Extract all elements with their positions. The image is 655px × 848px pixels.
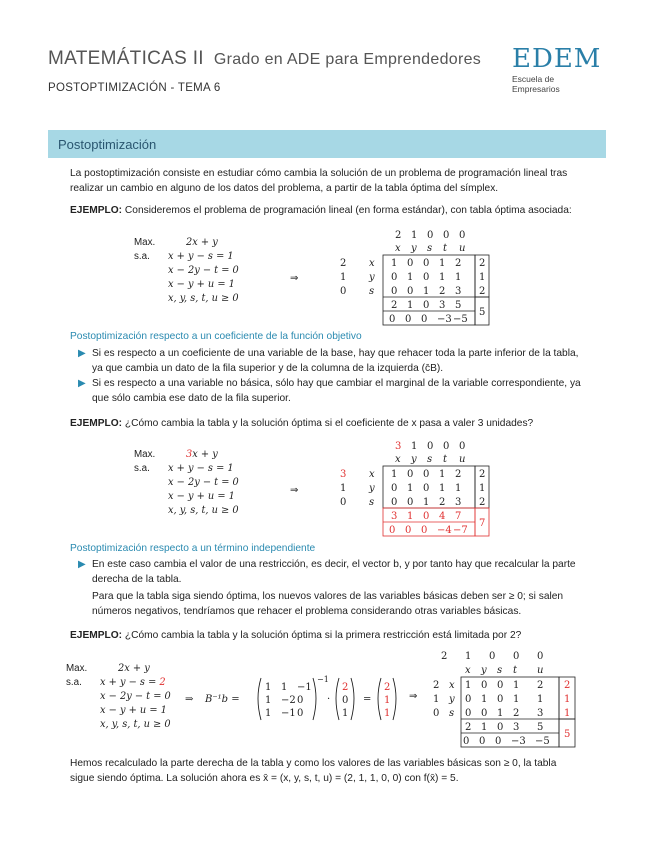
basis-var: s <box>369 286 375 297</box>
st-label: s.a. <box>134 463 150 474</box>
lp-problem-3 <box>66 662 171 732</box>
table-cell: 3 <box>537 708 544 719</box>
matrix-entry: 1 <box>265 695 272 706</box>
cost-cell: 0 <box>537 651 544 662</box>
cost-cell: 0 <box>489 651 496 662</box>
marginal-cell: 0 <box>479 736 486 747</box>
table-cell: 2 <box>439 286 446 297</box>
basis-cost: 2 <box>340 258 347 269</box>
cost-cell: 0 <box>443 230 450 241</box>
var-label: u <box>537 665 544 676</box>
marginal-cell: −3 <box>437 314 452 325</box>
basis-var: y <box>369 483 375 494</box>
table-cell: 2 <box>439 497 446 508</box>
cost-cell: 3 <box>395 441 402 452</box>
conclusion-paragraph <box>70 756 590 786</box>
rhs-cell: 2 <box>564 680 571 691</box>
marginal-cell: 0 <box>405 525 412 536</box>
marginal-cell: 0 <box>389 314 396 325</box>
table-cell: 1 <box>513 680 520 691</box>
table-cell: 1 <box>481 694 488 705</box>
constraint: x − y + u = 1 <box>168 491 235 502</box>
marginal-cell: 0 <box>405 314 412 325</box>
objective-value: 7 <box>479 518 486 529</box>
topic-subtitle: POSTOPTIMIZACIÓN - TEMA 6 <box>48 82 221 94</box>
max-label: Max. <box>134 237 156 248</box>
rhs-cell: 2 <box>479 497 486 508</box>
example3-line <box>70 628 590 643</box>
var-label: y <box>411 454 417 465</box>
bullet-triangle-icon: ▶ <box>78 378 86 389</box>
table-cell: 0 <box>407 497 414 508</box>
table-cell: 1 <box>391 469 398 480</box>
example3-question: ¿Cómo cambia la tabla y la solución óptima si la primera restricción está limitada por 2? <box>124 630 522 641</box>
z-row-cell: 3 <box>391 511 398 522</box>
var-label: u <box>459 243 466 254</box>
basis-cost: 1 <box>340 483 347 494</box>
table-cell: 1 <box>497 708 504 719</box>
bullet-item <box>78 346 583 376</box>
z-row-cell: 0 <box>423 300 430 311</box>
var-label: t <box>443 243 448 254</box>
constraint: x, y, s, t, u ≥ 0 <box>168 293 239 304</box>
bullet-triangle-icon: ▶ <box>78 559 86 570</box>
constraint: x − 2y − t = 0 <box>168 477 239 488</box>
table-cell: 1 <box>465 680 472 691</box>
constraint-changed: x + y − s = 2 <box>100 677 166 688</box>
max-label: Max. <box>134 449 156 460</box>
equals-sign: = <box>363 694 372 705</box>
table-cell: 1 <box>439 272 446 283</box>
subhead-objective-coefficient: Postoptimización respecto a un coeficiente de la función objetivo <box>70 331 362 342</box>
marginal-cell: 0 <box>421 314 428 325</box>
rhs-cell: 2 <box>479 469 486 480</box>
example2-question: ¿Cómo cambia la tabla y la solución óptima si el coeficiente de x pasa a valer 3 unidades? <box>124 418 534 429</box>
rhs-cell: 1 <box>479 272 486 283</box>
bullet-text: En este caso cambia el valor de una restricción, es decir, el vector b, y por tanto hay que recalcular la parte derecha de la tabla. <box>92 559 576 585</box>
objective-value: 5 <box>479 307 486 318</box>
max-label: Max. <box>66 663 88 674</box>
st-label: s.a. <box>134 251 150 262</box>
marginal-cell: −4 <box>437 525 452 536</box>
table-cell: 0 <box>481 680 488 691</box>
cost-cell: 0 <box>443 441 450 452</box>
implies-arrow: ⇒ <box>290 273 299 284</box>
bullet-item <box>78 557 583 587</box>
basis-cost: 0 <box>433 708 440 719</box>
marginal-cell: 0 <box>463 736 470 747</box>
var-label: x <box>465 665 471 676</box>
var-label: t <box>443 454 448 465</box>
z-row-cell: 2 <box>391 300 398 311</box>
objective-3: 2x + y <box>118 663 150 674</box>
inverse-exponent: −1 <box>317 675 329 684</box>
var-label: y <box>481 665 487 676</box>
ejemplo-label: EJEMPLO: <box>70 630 123 641</box>
subject-title: MATEMÁTICAS II <box>48 48 204 69</box>
conclusion-line: Hemos recalculado la parte derecha de la tabla y como los valores de las variables básicas son ≥ 0, la tabla <box>70 758 557 769</box>
changed-rhs: 2 <box>159 677 166 688</box>
table-cell: 0 <box>423 483 430 494</box>
cost-cell: 0 <box>459 230 466 241</box>
bullet-continuation: Para que la tabla siga siendo óptima, los nuevos valores de las variables básicas deben ser ≥ 0; si salen números negativos, tendríamos que rehacer el problema considerando otras variables básicas. <box>92 591 564 617</box>
basis-var: x <box>449 680 455 691</box>
result-entry: 1 <box>384 695 391 706</box>
z-row-cell: 7 <box>455 511 462 522</box>
constraint: x − y + u = 1 <box>100 705 167 716</box>
var-label: x <box>395 454 401 465</box>
document-title <box>48 48 481 70</box>
conclusion-line: sigue siendo óptima. La solución ahora es x̄ = (x, y, s, t, u) = (2, 1, 1, 0, 0) con f(x̄) = 5. <box>70 773 459 784</box>
var-label: s <box>427 243 433 254</box>
basis-cost: 1 <box>340 272 347 283</box>
objective-rest: x + y <box>192 449 218 460</box>
basis-var: s <box>449 708 455 719</box>
matrix-entry: −1 <box>297 682 312 693</box>
rhs-cell: 2 <box>479 258 486 269</box>
example1-line <box>70 203 590 218</box>
z-row-cell: 5 <box>455 300 462 311</box>
cost-cell: 0 <box>427 441 434 452</box>
matrix-entry: 0 <box>297 695 304 706</box>
rhs-cell: 2 <box>479 286 486 297</box>
z-row-cell: 2 <box>465 722 472 733</box>
b-vector-entry: 1 <box>342 708 349 719</box>
z-row-cell: 1 <box>407 300 414 311</box>
matrix-entry: 1 <box>265 708 272 719</box>
marginal-cell: 0 <box>421 525 428 536</box>
matrix-entry: −1 <box>281 708 296 719</box>
table-cell: 0 <box>391 272 398 283</box>
constraint: x − 2y − t = 0 <box>100 691 171 702</box>
table-cell: 1 <box>407 272 414 283</box>
marginal-cell: 0 <box>495 736 502 747</box>
z-row-cell: 5 <box>537 722 544 733</box>
b-vector-entry: 0 <box>342 695 349 706</box>
lp-problem-2 <box>134 448 239 518</box>
table-cell: 0 <box>407 258 414 269</box>
implies-arrow: ⇒ <box>409 691 418 702</box>
bullet-list-2 <box>78 557 583 619</box>
changed-coefficient: 3 <box>186 449 193 460</box>
basis-cost: 3 <box>340 469 347 480</box>
cost-cell: 0 <box>427 230 434 241</box>
example1-text: Consideremos el problema de programación lineal (en forma estándar), con tabla óptima asociada: <box>124 205 572 216</box>
table-cell: 1 <box>455 483 462 494</box>
table-cell: 1 <box>423 497 430 508</box>
basis-var: x <box>369 258 375 269</box>
matrix-entry: −2 <box>281 695 296 706</box>
implies-arrow: ⇒ <box>290 485 299 496</box>
table-cell: 0 <box>407 469 414 480</box>
marginal-cell: −5 <box>535 736 550 747</box>
ejemplo-label: EJEMPLO: <box>70 205 123 216</box>
matrix-entry: 1 <box>281 682 288 693</box>
bullet-text: Si es respecto a una variable no básica, sólo hay que cambiar el marginal de la variable correspondiente, ya que sólo cambia ese dato de la fila superior. <box>92 378 581 404</box>
matrix-entry: 1 <box>265 682 272 693</box>
table-cell: 2 <box>455 258 462 269</box>
table-cell: 1 <box>391 258 398 269</box>
z-row-cell: 0 <box>423 511 430 522</box>
simplex-table-3 <box>427 648 592 753</box>
objective-2 <box>186 449 218 460</box>
constraint: x, y, s, t, u ≥ 0 <box>168 505 239 516</box>
b-vector-entry: 2 <box>342 682 349 693</box>
simplex-table-3-svg <box>427 648 592 748</box>
bullet-list-1 <box>78 346 583 406</box>
bullet-text: Si es respecto a un coeficiente de una variable de la base, hay que rehacer toda la parte inferior de la tabla, ya que cambia un dato de la fila superior y de la columna de la izquierda (c̄B). <box>92 348 579 374</box>
course-name: Grado en ADE para Emprendedores <box>213 51 482 68</box>
basis-var: y <box>369 272 375 283</box>
objective-1: 2x + y <box>186 237 218 248</box>
table-cell: 0 <box>423 258 430 269</box>
cost-cell: 2 <box>441 651 448 662</box>
table-cell: 0 <box>481 708 488 719</box>
intro-paragraph: La postoptimización consiste en estudiar cómo cambia la solución de un problema de programación lineal tras realizar un cambio en alguno de los datos del problema, a partir de la tabla óptima del símplex. <box>70 168 568 194</box>
basis-var: y <box>449 694 455 705</box>
objective-value: 5 <box>564 729 571 740</box>
table-cell: 0 <box>465 694 472 705</box>
subhead-independent-term: Postoptimización respecto a un término independiente <box>70 543 316 554</box>
table-cell: 0 <box>407 286 414 297</box>
section-bar <box>48 130 606 158</box>
marginal-cell: −7 <box>453 525 468 536</box>
table-cell: 0 <box>423 272 430 283</box>
rhs-cell: 1 <box>564 708 571 719</box>
simplex-table-2-svg <box>335 438 495 538</box>
cost-cell: 0 <box>513 651 520 662</box>
z-row-cell: 0 <box>497 722 504 733</box>
logo-tagline: Escuela de Empresarios <box>512 74 560 94</box>
result-entry: 1 <box>384 708 391 719</box>
var-label: u <box>459 454 466 465</box>
constraint: x − y + u = 1 <box>168 279 235 290</box>
constraint: x − 2y − t = 0 <box>168 265 239 276</box>
table-cell: 0 <box>497 680 504 691</box>
binv-computation-svg <box>185 672 418 726</box>
var-label: x <box>395 243 401 254</box>
table-cell: 3 <box>455 497 462 508</box>
simplex-table-1-svg <box>335 227 495 327</box>
cost-cell: 0 <box>459 441 466 452</box>
marginal-cell: −5 <box>453 314 468 325</box>
z-row-cell: 3 <box>513 722 520 733</box>
implies-arrow: ⇒ <box>185 694 194 705</box>
basis-var: s <box>369 497 375 508</box>
basis-cost: 2 <box>433 680 440 691</box>
var-label: t <box>513 665 518 676</box>
marginal-cell: −3 <box>511 736 526 747</box>
binv-computation <box>185 672 418 731</box>
section-title: Postoptimización <box>58 137 157 152</box>
example2-line <box>70 416 590 431</box>
basis-cost: 0 <box>340 497 347 508</box>
table-cell: 2 <box>455 469 462 480</box>
edem-logo <box>512 46 604 94</box>
table-cell: 0 <box>391 286 398 297</box>
table-cell: 2 <box>537 680 544 691</box>
marginal-cell: 0 <box>389 525 396 536</box>
binv-label: B⁻¹b = <box>205 694 240 705</box>
z-row-cell: 1 <box>407 511 414 522</box>
rhs-cell: 1 <box>479 483 486 494</box>
z-row-cell: 4 <box>439 511 446 522</box>
constraint: x + y − s = 1 <box>168 463 234 474</box>
cost-cell: 1 <box>465 651 472 662</box>
table-cell: 2 <box>513 708 520 719</box>
var-label: s <box>497 665 503 676</box>
table-cell: 0 <box>391 483 398 494</box>
st-label: s.a. <box>66 677 82 688</box>
table-cell: 1 <box>407 483 414 494</box>
table-cell: 3 <box>455 286 462 297</box>
matrix-entry: 0 <box>297 708 304 719</box>
cost-cell: 1 <box>411 230 418 241</box>
z-row-cell: 1 <box>481 722 488 733</box>
bullet-triangle-icon: ▶ <box>78 348 86 359</box>
ejemplo-label: EJEMPLO: <box>70 418 123 429</box>
var-label: y <box>411 243 417 254</box>
table-cell: 0 <box>497 694 504 705</box>
rhs-cell: 1 <box>564 694 571 705</box>
cost-cell: 2 <box>395 230 402 241</box>
basis-cost: 1 <box>433 694 440 705</box>
logo-word: EDEM <box>512 44 602 74</box>
table-cell: 1 <box>439 483 446 494</box>
table-cell: 0 <box>391 497 398 508</box>
table-cell: 1 <box>439 258 446 269</box>
table-cell: 0 <box>423 469 430 480</box>
basis-var: x <box>369 469 375 480</box>
table-cell: 1 <box>423 286 430 297</box>
bullet-item <box>78 376 583 406</box>
basis-cost: 0 <box>340 286 347 297</box>
result-entry: 2 <box>384 682 391 693</box>
dot-operator: · <box>327 694 331 705</box>
table-cell: 1 <box>439 469 446 480</box>
table-cell: 0 <box>465 708 472 719</box>
table-cell: 1 <box>455 272 462 283</box>
simplex-table-1 <box>335 227 495 332</box>
z-row-cell: 3 <box>439 300 446 311</box>
lp-problem-1 <box>134 236 239 306</box>
constraint: x + y − s = 1 <box>168 251 234 262</box>
table-cell: 1 <box>537 694 544 705</box>
constraint: x, y, s, t, u ≥ 0 <box>100 719 171 730</box>
simplex-table-2 <box>335 438 495 543</box>
table-cell: 1 <box>513 694 520 705</box>
cost-cell: 1 <box>411 441 418 452</box>
var-label: s <box>427 454 433 465</box>
